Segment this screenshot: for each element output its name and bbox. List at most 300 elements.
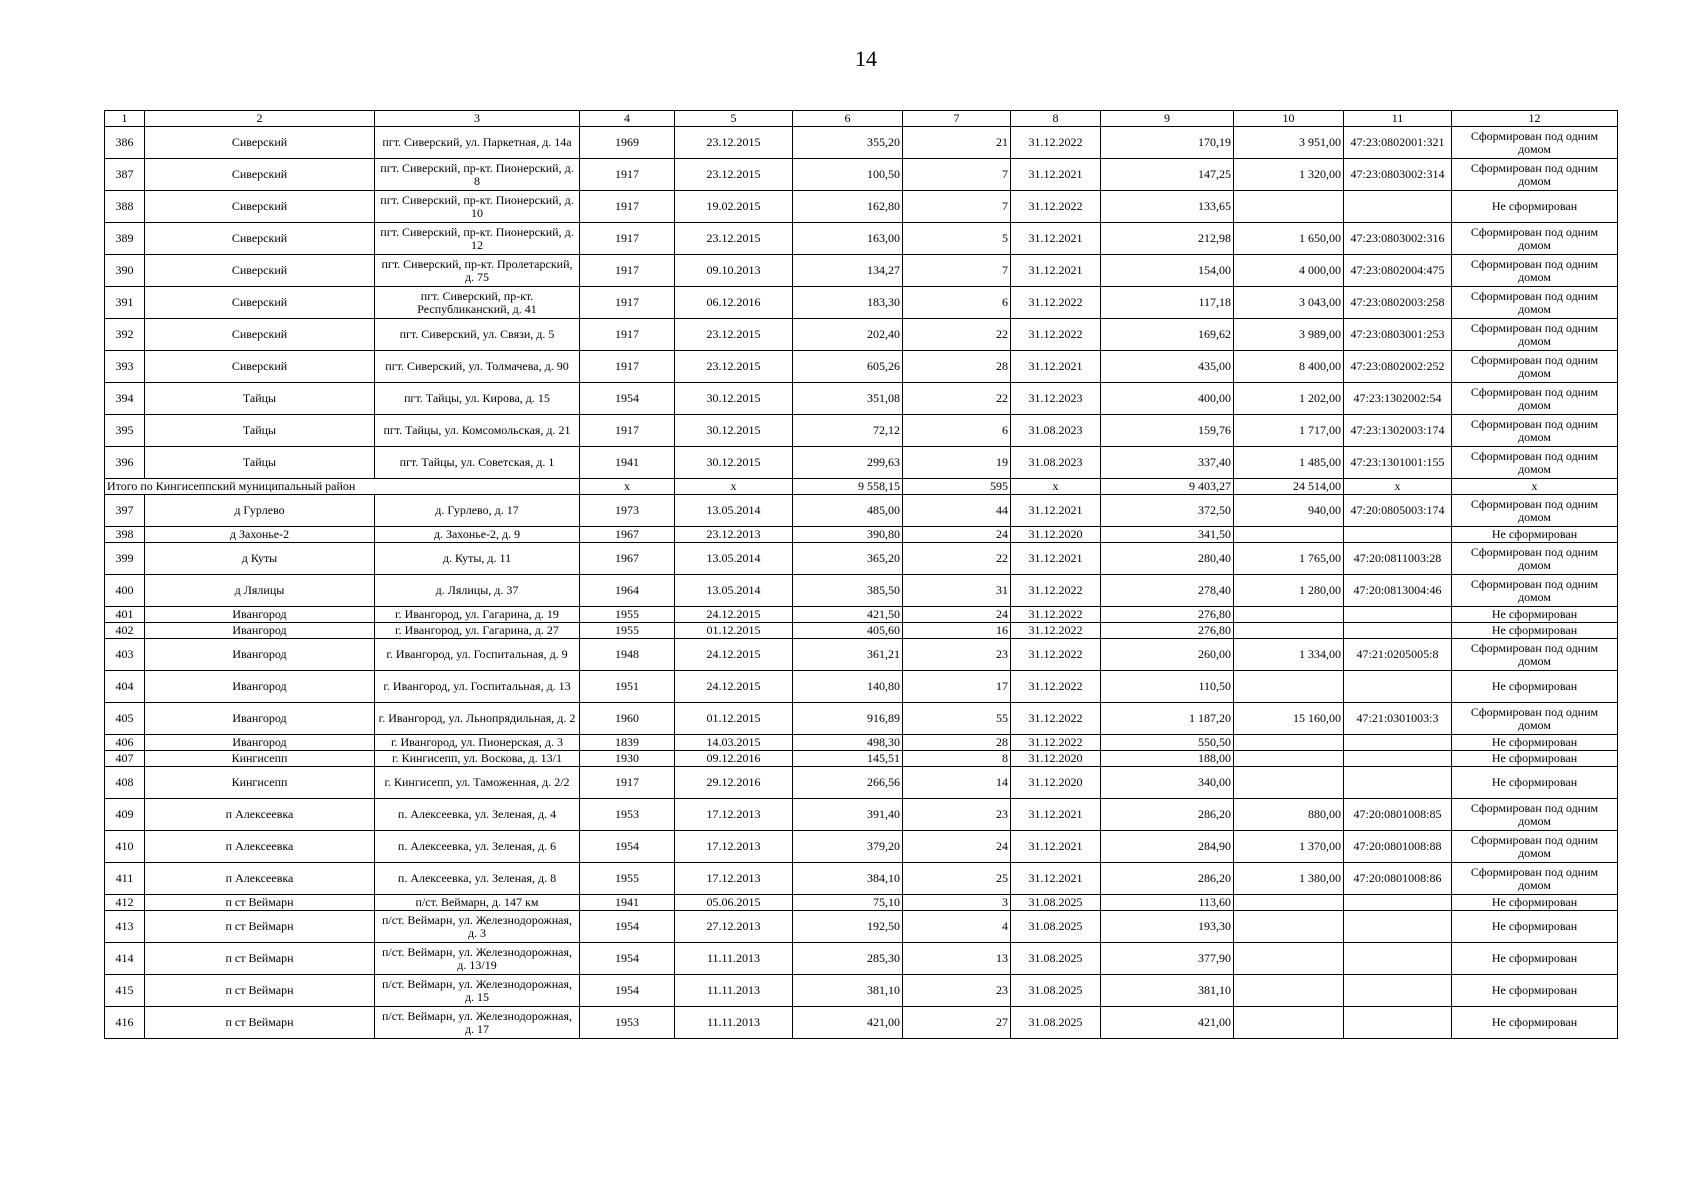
table-row [105,751,1618,767]
area-cell: 183,30 [793,287,903,319]
subtotal-cell: 595 [903,479,1011,495]
address-cell: д. Захонье-2, д. 9 [375,527,580,543]
residents-cell: 19 [903,447,1011,479]
settlement-cell: п ст Веймарн [145,895,375,911]
year-built-cell: 1953 [580,799,675,831]
date-recognized-cell: 23.12.2015 [675,351,793,383]
relocated-area-cell: 117,18 [1101,287,1234,319]
settlement-cell: Сиверский [145,127,375,159]
table-row [105,223,1618,255]
area-cell: 390,80 [793,527,903,543]
row-number-cell: 412 [105,895,145,911]
subtotal-cell: х [1344,479,1452,495]
area-cell: 266,56 [793,767,903,799]
row-number-cell: 388 [105,191,145,223]
settlement-cell: Сиверский [145,287,375,319]
relocation-deadline-cell: 31.08.2025 [1011,1007,1101,1039]
area-cell: 381,10 [793,975,903,1007]
land-status-cell: Не сформирован [1452,911,1618,943]
table-row [105,623,1618,639]
area-cell: 145,51 [793,751,903,767]
area-cell: 916,89 [793,703,903,735]
relocated-area-cell: 341,50 [1101,527,1234,543]
table-row [105,287,1618,319]
column-header: 8 [1011,111,1101,127]
relocation-deadline-cell: 31.12.2021 [1011,831,1101,863]
residents-cell: 7 [903,159,1011,191]
year-built-cell: 1917 [580,415,675,447]
relocated-area-cell: 113,60 [1101,895,1234,911]
subtotal-cell: 9 403,27 [1101,479,1234,495]
land-status-cell: Сформирован под одним домом [1452,799,1618,831]
settlement-cell: п Алексеевка [145,863,375,895]
row-number-cell: 403 [105,639,145,671]
residents-cell: 3 [903,895,1011,911]
year-built-cell: 1953 [580,1007,675,1039]
row-number-cell: 391 [105,287,145,319]
date-recognized-cell: 09.12.2016 [675,751,793,767]
column-header: 10 [1234,111,1344,127]
relocated-area-cell: 280,40 [1101,543,1234,575]
residents-cell: 22 [903,543,1011,575]
address-cell: п. Алексеевка, ул. Зеленая, д. 8 [375,863,580,895]
relocation-deadline-cell: 31.12.2022 [1011,623,1101,639]
relocated-area-cell: 435,00 [1101,351,1234,383]
table-row [105,447,1618,479]
area-cell: 100,50 [793,159,903,191]
address-cell: п/ст. Веймарн, ул. Железнодорожная, д. 3 [375,911,580,943]
relocated-area-cell: 260,00 [1101,639,1234,671]
address-cell: г. Кингисепп, ул. Воскова, д. 13/1 [375,751,580,767]
land-status-cell: Не сформирован [1452,943,1618,975]
housing-registry-table [104,110,1618,1039]
cadastral-number-cell [1344,623,1452,639]
settlement-cell: Ивангород [145,607,375,623]
year-built-cell: 1917 [580,319,675,351]
land-area-cell: 1 650,00 [1234,223,1344,255]
address-cell: д. Гурлево, д. 17 [375,495,580,527]
year-built-cell: 1917 [580,159,675,191]
settlement-cell: Ивангород [145,703,375,735]
address-cell: пгт. Тайцы, ул. Советская, д. 1 [375,447,580,479]
relocation-deadline-cell: 31.08.2023 [1011,447,1101,479]
table-row [105,943,1618,975]
date-recognized-cell: 24.12.2015 [675,639,793,671]
address-cell: д. Куты, д. 11 [375,543,580,575]
table-row [105,127,1618,159]
cadastral-number-cell: 47:23:1302003:174 [1344,415,1452,447]
date-recognized-cell: 23.12.2015 [675,223,793,255]
relocation-deadline-cell: 31.12.2022 [1011,191,1101,223]
land-status-cell: Не сформирован [1452,767,1618,799]
row-number-cell: 397 [105,495,145,527]
page-number: 14 [855,46,877,71]
settlement-cell: Тайцы [145,383,375,415]
area-cell: 202,40 [793,319,903,351]
table-row [105,863,1618,895]
settlement-cell: Кингисепп [145,767,375,799]
area-cell: 498,30 [793,735,903,751]
land-area-cell: 15 160,00 [1234,703,1344,735]
relocation-deadline-cell: 31.12.2020 [1011,751,1101,767]
land-status-cell: Сформирован под одним домом [1452,831,1618,863]
relocation-deadline-cell: 31.12.2021 [1011,223,1101,255]
date-recognized-cell: 17.12.2013 [675,863,793,895]
subtotal-cell: х [1452,479,1618,495]
relocated-area-cell: 133,65 [1101,191,1234,223]
address-cell: пгт. Сиверский, ул. Толмачева, д. 90 [375,351,580,383]
relocation-deadline-cell: 31.12.2021 [1011,799,1101,831]
table-row [105,159,1618,191]
land-status-cell: Сформирован под одним домом [1452,415,1618,447]
cadastral-number-cell [1344,735,1452,751]
land-status-cell: Не сформирован [1452,607,1618,623]
row-number-cell: 414 [105,943,145,975]
land-area-cell: 3 951,00 [1234,127,1344,159]
table-row [105,1007,1618,1039]
table-row [105,351,1618,383]
settlement-cell: Сиверский [145,255,375,287]
land-status-cell: Сформирован под одним домом [1452,223,1618,255]
settlement-cell: п ст Веймарн [145,943,375,975]
subtotal-label: Итого по Кингисеппский муниципальный район [105,479,580,495]
column-header: 1 [105,111,145,127]
cadastral-number-cell [1344,911,1452,943]
land-area-cell: 1 370,00 [1234,831,1344,863]
area-cell: 391,40 [793,799,903,831]
relocated-area-cell: 340,00 [1101,767,1234,799]
column-header: 4 [580,111,675,127]
land-status-cell: Сформирован под одним домом [1452,383,1618,415]
address-cell: г. Ивангород, ул. Льнопрядильная, д. 2 [375,703,580,735]
area-cell: 163,00 [793,223,903,255]
relocated-area-cell: 550,50 [1101,735,1234,751]
residents-cell: 4 [903,911,1011,943]
relocated-area-cell: 212,98 [1101,223,1234,255]
relocated-area-cell: 170,19 [1101,127,1234,159]
date-recognized-cell: 23.12.2015 [675,127,793,159]
land-status-cell: Сформирован под одним домом [1452,495,1618,527]
column-number-header-row [105,111,1618,127]
column-header: 5 [675,111,793,127]
year-built-cell: 1954 [580,383,675,415]
land-area-cell [1234,191,1344,223]
land-status-cell: Не сформирован [1452,895,1618,911]
table-row [105,735,1618,751]
settlement-cell: Ивангород [145,623,375,639]
address-cell: г. Ивангород, ул. Пионерская, д. 3 [375,735,580,751]
residents-cell: 24 [903,831,1011,863]
table-row [105,527,1618,543]
relocation-deadline-cell: 31.12.2021 [1011,255,1101,287]
row-number-cell: 409 [105,799,145,831]
land-area-cell [1234,751,1344,767]
land-status-cell: Не сформирован [1452,191,1618,223]
subtotal-cell: х [675,479,793,495]
date-recognized-cell: 17.12.2013 [675,799,793,831]
residents-cell: 22 [903,319,1011,351]
relocation-deadline-cell: 31.12.2021 [1011,543,1101,575]
land-area-cell [1234,1007,1344,1039]
cadastral-number-cell [1344,895,1452,911]
year-built-cell: 1967 [580,527,675,543]
year-built-cell: 1955 [580,607,675,623]
residents-cell: 55 [903,703,1011,735]
year-built-cell: 1954 [580,975,675,1007]
relocation-deadline-cell: 31.12.2020 [1011,767,1101,799]
relocation-deadline-cell: 31.12.2022 [1011,127,1101,159]
year-built-cell: 1954 [580,911,675,943]
relocation-deadline-cell: 31.12.2022 [1011,287,1101,319]
subtotal-row [105,479,1618,495]
area-cell: 605,26 [793,351,903,383]
year-built-cell: 1941 [580,447,675,479]
relocation-deadline-cell: 31.08.2025 [1011,911,1101,943]
land-status-cell: Сформирован под одним домом [1452,255,1618,287]
relocated-area-cell: 276,80 [1101,607,1234,623]
land-status-cell: Сформирован под одним домом [1452,319,1618,351]
year-built-cell: 1967 [580,543,675,575]
residents-cell: 31 [903,575,1011,607]
year-built-cell: 1917 [580,255,675,287]
row-number-cell: 395 [105,415,145,447]
table-row [105,671,1618,703]
row-number-cell: 392 [105,319,145,351]
settlement-cell: Кингисепп [145,751,375,767]
cadastral-number-cell: 47:23:0802001:321 [1344,127,1452,159]
relocated-area-cell: 381,10 [1101,975,1234,1007]
residents-cell: 17 [903,671,1011,703]
residents-cell: 28 [903,351,1011,383]
relocation-deadline-cell: 31.12.2022 [1011,319,1101,351]
relocated-area-cell: 276,80 [1101,623,1234,639]
row-number-cell: 413 [105,911,145,943]
date-recognized-cell: 14.03.2015 [675,735,793,751]
row-number-cell: 415 [105,975,145,1007]
row-number-cell: 410 [105,831,145,863]
relocated-area-cell: 286,20 [1101,863,1234,895]
year-built-cell: 1955 [580,863,675,895]
land-area-cell [1234,735,1344,751]
relocated-area-cell: 188,00 [1101,751,1234,767]
cadastral-number-cell: 47:20:0811003:28 [1344,543,1452,575]
relocation-deadline-cell: 31.12.2022 [1011,735,1101,751]
area-cell: 485,00 [793,495,903,527]
land-area-cell: 4 000,00 [1234,255,1344,287]
land-area-cell [1234,895,1344,911]
row-number-cell: 394 [105,383,145,415]
relocation-deadline-cell: 31.12.2021 [1011,495,1101,527]
row-number-cell: 396 [105,447,145,479]
relocated-area-cell: 147,25 [1101,159,1234,191]
relocated-area-cell: 278,40 [1101,575,1234,607]
relocation-deadline-cell: 31.12.2022 [1011,607,1101,623]
cadastral-number-cell [1344,191,1452,223]
subtotal-cell: 9 558,15 [793,479,903,495]
settlement-cell: Тайцы [145,447,375,479]
area-cell: 134,27 [793,255,903,287]
relocation-deadline-cell: 31.12.2022 [1011,703,1101,735]
address-cell: пгт. Тайцы, ул. Комсомольская, д. 21 [375,415,580,447]
table-row [105,639,1618,671]
relocated-area-cell: 1 187,20 [1101,703,1234,735]
row-number-cell: 401 [105,607,145,623]
row-number-cell: 387 [105,159,145,191]
year-built-cell: 1917 [580,767,675,799]
land-status-cell: Сформирован под одним домом [1452,575,1618,607]
residents-cell: 16 [903,623,1011,639]
relocation-deadline-cell: 31.12.2022 [1011,671,1101,703]
settlement-cell: Тайцы [145,415,375,447]
area-cell: 75,10 [793,895,903,911]
land-area-cell: 1 202,00 [1234,383,1344,415]
row-number-cell: 398 [105,527,145,543]
settlement-cell: Сиверский [145,159,375,191]
land-status-cell: Не сформирован [1452,671,1618,703]
year-built-cell: 1955 [580,623,675,639]
date-recognized-cell: 01.12.2015 [675,703,793,735]
table-row [105,895,1618,911]
address-cell: п/ст. Веймарн, д. 147 км [375,895,580,911]
date-recognized-cell: 30.12.2015 [675,415,793,447]
cadastral-number-cell: 47:21:0301003:3 [1344,703,1452,735]
year-built-cell: 1917 [580,351,675,383]
row-number-cell: 400 [105,575,145,607]
column-header: 3 [375,111,580,127]
land-status-cell: Сформирован под одним домом [1452,543,1618,575]
relocated-area-cell: 286,20 [1101,799,1234,831]
residents-cell: 7 [903,255,1011,287]
settlement-cell: п Алексеевка [145,831,375,863]
date-recognized-cell: 24.12.2015 [675,607,793,623]
residents-cell: 13 [903,943,1011,975]
land-area-cell: 1 320,00 [1234,159,1344,191]
relocation-deadline-cell: 31.12.2022 [1011,575,1101,607]
land-area-cell: 1 280,00 [1234,575,1344,607]
date-recognized-cell: 23.12.2015 [675,159,793,191]
relocated-area-cell: 421,00 [1101,1007,1234,1039]
address-cell: п/ст. Веймарн, ул. Железнодорожная, д. 17 [375,1007,580,1039]
column-header: 9 [1101,111,1234,127]
cadastral-number-cell: 47:23:0802004:475 [1344,255,1452,287]
cadastral-number-cell: 47:20:0801008:88 [1344,831,1452,863]
settlement-cell: Сиверский [145,223,375,255]
cadastral-number-cell: 47:20:0805003:174 [1344,495,1452,527]
year-built-cell: 1839 [580,735,675,751]
subtotal-cell: х [1011,479,1101,495]
year-built-cell: 1951 [580,671,675,703]
area-cell: 285,30 [793,943,903,975]
relocated-area-cell: 159,76 [1101,415,1234,447]
table-row [105,575,1618,607]
land-status-cell: Не сформирован [1452,735,1618,751]
cadastral-number-cell [1344,607,1452,623]
relocated-area-cell: 337,40 [1101,447,1234,479]
cadastral-number-cell: 47:21:0205005:8 [1344,639,1452,671]
cadastral-number-cell [1344,751,1452,767]
cadastral-number-cell: 47:20:0801008:85 [1344,799,1452,831]
relocated-area-cell: 154,00 [1101,255,1234,287]
date-recognized-cell: 30.12.2015 [675,447,793,479]
settlement-cell: п Алексеевка [145,799,375,831]
address-cell: г. Ивангород, ул. Госпитальная, д. 13 [375,671,580,703]
relocated-area-cell: 400,00 [1101,383,1234,415]
subtotal-cell: х [580,479,675,495]
residents-cell: 25 [903,863,1011,895]
table-row [105,543,1618,575]
date-recognized-cell: 01.12.2015 [675,623,793,639]
residents-cell: 44 [903,495,1011,527]
date-recognized-cell: 05.06.2015 [675,895,793,911]
land-area-cell [1234,607,1344,623]
date-recognized-cell: 27.12.2013 [675,911,793,943]
cadastral-number-cell: 47:23:0802003:258 [1344,287,1452,319]
date-recognized-cell: 11.11.2013 [675,975,793,1007]
area-cell: 162,80 [793,191,903,223]
relocation-deadline-cell: 31.12.2022 [1011,639,1101,671]
table-row [105,415,1618,447]
year-built-cell: 1941 [580,895,675,911]
land-status-cell: Сформирован под одним домом [1452,863,1618,895]
year-built-cell: 1917 [580,287,675,319]
address-cell: г. Кингисепп, ул. Таможенная, д. 2/2 [375,767,580,799]
address-cell: п. Алексеевка, ул. Зеленая, д. 4 [375,799,580,831]
area-cell: 355,20 [793,127,903,159]
land-area-cell [1234,767,1344,799]
address-cell: г. Ивангород, ул. Гагарина, д. 19 [375,607,580,623]
cadastral-number-cell: 47:20:0813004:46 [1344,575,1452,607]
area-cell: 421,50 [793,607,903,623]
residents-cell: 23 [903,799,1011,831]
address-cell: пгт. Сиверский, пр-кт. Пионерский, д. 8 [375,159,580,191]
row-number-cell: 405 [105,703,145,735]
date-recognized-cell: 19.02.2015 [675,191,793,223]
residents-cell: 14 [903,767,1011,799]
cadastral-number-cell: 47:23:1302002:54 [1344,383,1452,415]
date-recognized-cell: 09.10.2013 [675,255,793,287]
table-row [105,495,1618,527]
address-cell: п/ст. Веймарн, ул. Железнодорожная, д. 15 [375,975,580,1007]
area-cell: 385,50 [793,575,903,607]
land-area-cell [1234,943,1344,975]
date-recognized-cell: 13.05.2014 [675,543,793,575]
land-area-cell: 1 717,00 [1234,415,1344,447]
settlement-cell: Сиверский [145,319,375,351]
date-recognized-cell: 06.12.2016 [675,287,793,319]
area-cell: 351,08 [793,383,903,415]
residents-cell: 27 [903,1007,1011,1039]
row-number-cell: 408 [105,767,145,799]
date-recognized-cell: 23.12.2015 [675,319,793,351]
column-header: 11 [1344,111,1452,127]
land-status-cell: Сформирован под одним домом [1452,447,1618,479]
residents-cell: 23 [903,639,1011,671]
land-status-cell: Не сформирован [1452,527,1618,543]
cadastral-number-cell [1344,1007,1452,1039]
land-status-cell: Сформирован под одним домом [1452,351,1618,383]
date-recognized-cell: 13.05.2014 [675,575,793,607]
residents-cell: 28 [903,735,1011,751]
land-status-cell: Сформирован под одним домом [1452,639,1618,671]
relocation-deadline-cell: 31.12.2020 [1011,527,1101,543]
relocated-area-cell: 169,62 [1101,319,1234,351]
row-number-cell: 402 [105,623,145,639]
settlement-cell: Ивангород [145,735,375,751]
land-area-cell [1234,975,1344,1007]
residents-cell: 21 [903,127,1011,159]
settlement-cell: Сиверский [145,351,375,383]
land-status-cell: Не сформирован [1452,751,1618,767]
